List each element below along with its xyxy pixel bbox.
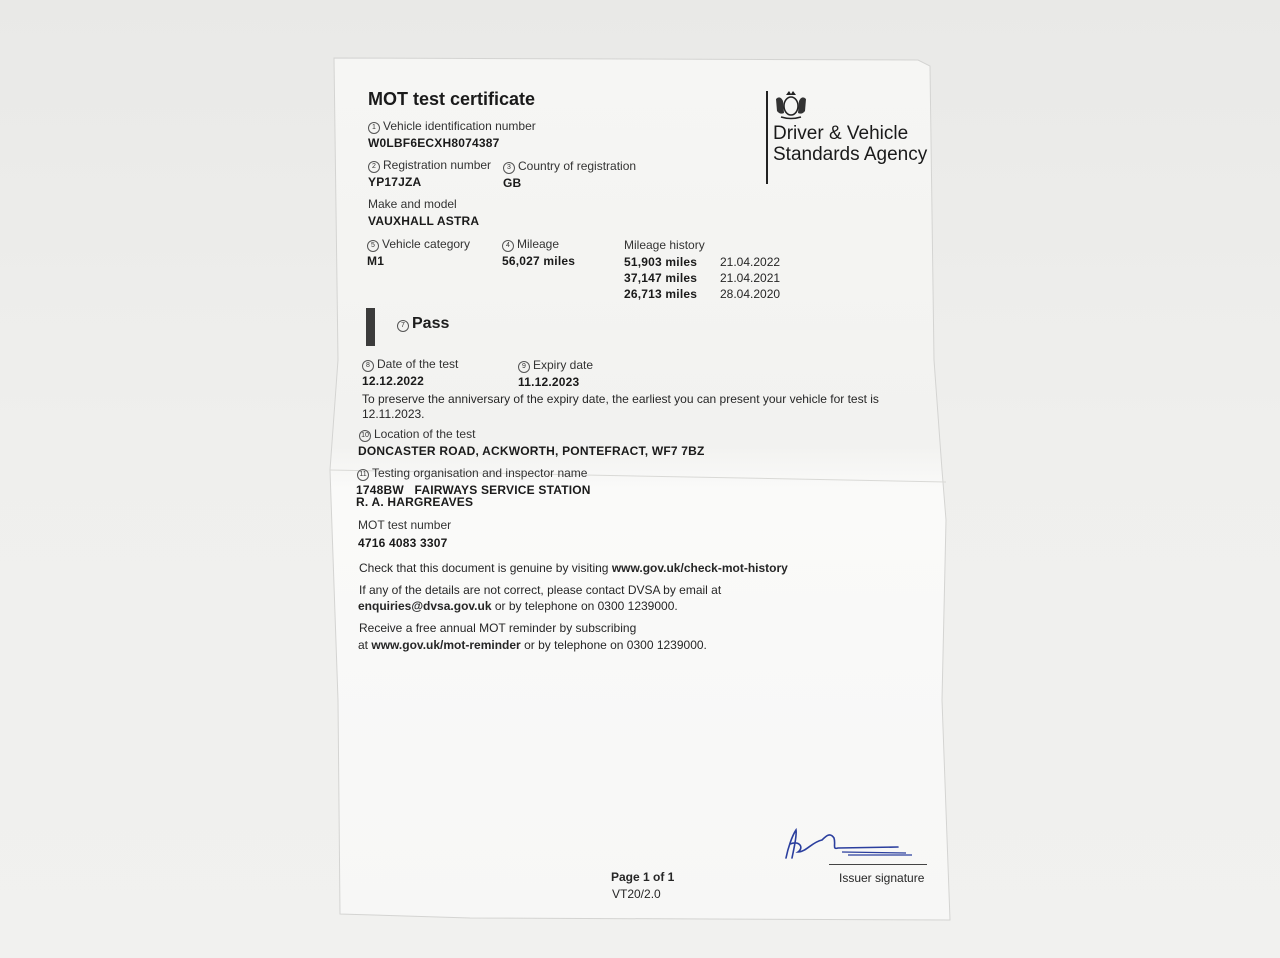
organisation-value: 1748BW FAIRWAYS SERVICE STATION: [356, 483, 591, 497]
page-number: Page 1 of 1: [611, 870, 675, 884]
mileage-value: 56,027 miles: [502, 254, 576, 268]
registration-label: 2 Registration number: [368, 158, 491, 173]
organisation-label: 11 Testing organisation and inspector name: [357, 466, 587, 481]
contact-email: enquiries@dvsa.gov.uk: [358, 599, 492, 613]
contact-text: If any of the details are not correct, please contact DVSA by email at: [359, 583, 722, 597]
document-title: MOT test certificate: [368, 89, 536, 109]
vin-value: W0LBF6ECXH8074387: [368, 136, 500, 150]
form-code: VT20/2.0: [612, 887, 661, 901]
issuer-signature: [778, 822, 918, 867]
country-value: GB: [503, 176, 522, 190]
mileage-history-miles: 37,147 miles: [624, 271, 698, 285]
agency-name: Driver & Vehicle Standards Agency: [773, 123, 928, 165]
mileage-history-miles: 51,903 miles: [624, 255, 698, 269]
field-number: 1: [368, 122, 380, 134]
registration-value: YP17JZA: [368, 175, 422, 189]
signature-label: Issuer signature: [839, 871, 925, 885]
location-value: DONCASTER ROAD, ACKWORTH, PONTEFRACT, WF7 7BZ: [358, 444, 705, 458]
mileage-history-miles: 26,713 miles: [624, 287, 698, 301]
result-marker: [366, 308, 375, 346]
make-model-label: Make and model: [368, 197, 457, 211]
inspector-name: R. A. HARGREAVES: [356, 495, 474, 509]
reminder-details: at www.gov.uk/mot-reminder or by telephone on 0300 1239000.: [358, 638, 707, 652]
test-date-value: 12.12.2022: [362, 374, 425, 388]
test-result: 7 Pass: [397, 315, 449, 333]
mileage-history-date: 21.04.2022: [720, 255, 781, 269]
header-divider: [766, 91, 768, 184]
test-number-label: MOT test number: [358, 518, 452, 532]
country-label: 3 Country of registration: [503, 159, 636, 174]
mot-reminder-url: www.gov.uk/mot-reminder: [371, 638, 521, 652]
mileage-history-date: 21.04.2021: [720, 271, 781, 285]
signature-line: [829, 864, 927, 865]
verify-text: Check that this document is genuine by visiting www.gov.uk/check-mot-history: [359, 561, 788, 575]
reminder-text: Receive a free annual MOT reminder by subscribing: [359, 621, 637, 635]
make-model-value: VAUXHALL ASTRA: [368, 214, 480, 228]
check-mot-history-url: www.gov.uk/check-mot-history: [611, 561, 788, 575]
mileage-history-label: Mileage history: [624, 238, 705, 252]
expiry-date-label: 9 Expiry date: [518, 358, 593, 373]
mileage-label: 4 Mileage: [502, 237, 559, 252]
royal-coat-of-arms-icon: [772, 89, 810, 121]
contact-details: enquiries@dvsa.gov.uk or by telephone on 0300 1239000.: [358, 599, 678, 613]
anniversary-date: 12.11.2023.: [362, 407, 425, 421]
category-label: 5 Vehicle category: [367, 237, 470, 252]
expiry-date-value: 11.12.2023: [518, 375, 580, 389]
test-date-label: 8 Date of the test: [362, 357, 458, 372]
vin-label: 1 Vehicle identification number: [368, 119, 536, 134]
location-label: 10 Location of the test: [359, 427, 475, 442]
mileage-history-date: 28.04.2020: [720, 287, 781, 301]
anniversary-note: To preserve the anniversary of the expiry date, the earliest you can present your vehicle for test is: [362, 392, 879, 406]
category-value: M1: [367, 254, 385, 268]
test-number-value: 4716 4083 3307: [358, 536, 448, 550]
